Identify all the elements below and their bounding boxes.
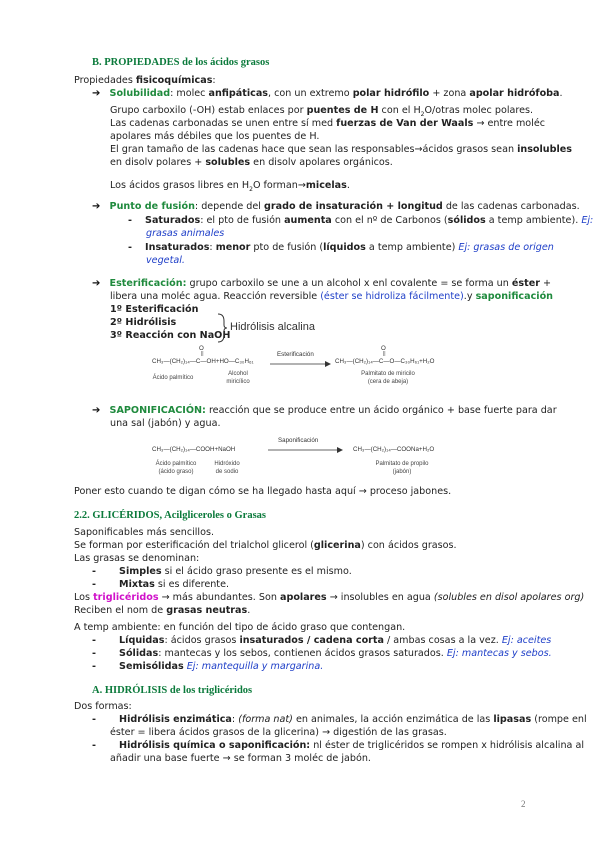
bullet-dash: - (92, 635, 96, 646)
saponificacion-line: ➔ SAPONIFICACIÓN: reacción que se produce entre un ácido orgánico + base fuerte para dar (92, 405, 557, 416)
bullet-dash: - (128, 215, 132, 226)
section-2-2-heading: 2.2. GLICÉRIDOS, Acilgliceroles o Grasas (74, 510, 267, 521)
double-bond-mark: || (383, 351, 386, 357)
label-miricilico: miricílico (226, 379, 250, 385)
trigliceridos-line: Los triglicéridos → más abundantes. Son apolares → insolubles en agua (solubles en disol apolares org) (74, 592, 585, 603)
page-number: 2 (521, 799, 526, 809)
simples-item: - Simples si el ácido graso presente es el mismo. (92, 566, 352, 577)
label-alcohol: Alcohol (228, 371, 248, 377)
arrow-right-icon: ➔ (92, 405, 101, 416)
bullet-dash: - (128, 242, 132, 253)
solubilidad-disolventes: en disolv polares + solubles en disolv apolares orgánicos. (110, 157, 393, 168)
label-palmitato-propilo: Palmitato de propilo (375, 461, 429, 467)
label-acido-graso: (ácido graso) (158, 469, 194, 475)
step-hidrolisis: 2º Hidrólisis (110, 317, 177, 328)
saturados-item: - Saturados: el pto de fusión aumenta con el nº de Carbonos (sólidos a temp ambiente). Ej: (128, 215, 594, 226)
saponification-products: CH₃—(CH₂)₁₄—COONa+H₂O (353, 446, 435, 453)
brace-icon (216, 313, 228, 343)
esterificacion-reversible: libera una moléc agua. Reacción reversible (éster se hidroliza fácilmente).y saponificación (110, 291, 553, 302)
bullet-dash: - (92, 740, 96, 751)
liquidas-item: - Líquidas: ácidos grasos insaturados / cadena corta / ambas cosas a la vez. Ej: aceites (92, 635, 552, 646)
solubilidad-puentes-h: Grupo carboxilo (-OH) estab enlaces por puentes de H con el $H_2O$/otras molec polares. (110, 105, 534, 118)
hidrolisis-quimica-cont: añadir una base fuerte → se forman 3 moléc de jabón. (110, 753, 371, 764)
label-acido-palmitico: Ácido palmítico (155, 461, 197, 467)
section-a-heading: A. HIDRÓLISIS de los triglicéridos (92, 685, 253, 696)
grasas-denominan: Las grasas se denominan: (74, 553, 200, 564)
glicaridos-saponificables: Saponificables más sencillos. (74, 527, 215, 538)
esterification-reactants: CH₃—(CH₂)₁₄—C—OH+HO—C₃₀H₆₁ (152, 358, 254, 365)
label-jabon: (jabón) (392, 469, 412, 475)
bullet-dash: - (92, 566, 96, 577)
hidrolisis-enzimatica-cont: éster = libera ácidos grasos de la glicerina) → digestión de las grasas. (110, 727, 447, 738)
esterification-arrow-label: Esterificación (277, 351, 314, 358)
reaction-arrow-icon (270, 360, 332, 368)
solubilidad-line: ➔ Solubilidad: molec anfipáticas, con un extremo polar hidrófilo + zona apolar hidrófoba. (92, 88, 563, 99)
temp-ambiente-line: A temp ambiente: en función del tipo de ácido graso que contengan. (74, 622, 406, 633)
double-bond-mark: || (201, 351, 204, 357)
bullet-dash: - (92, 579, 96, 590)
insaturados-example: vegetal. (146, 255, 185, 266)
solidas-item: - Sólidas: mantecas y los sebos, contienen ácidos grasos saturados. Ej: mantecas y sebos. (92, 648, 552, 659)
semisolidas-item: - Semisólidas Ej: mantequilla y margarina. (92, 661, 324, 672)
arrow-right-icon: ➔ (92, 201, 101, 212)
arrow-right-icon: ➔ (92, 278, 101, 289)
esterificacion-line: ➔ Esterificación: grupo carboxilo se une a un alcohol x enl covalente = se forma un éster + (92, 278, 552, 289)
hidrolisis-enzimatica-item: - Hidrólisis enzimática: (forma nat) en animales, la acción enzimática de las lipasas (rompe enl (92, 714, 587, 725)
punto-fusion-line: ➔ Punto de fusión: depende del grado de insaturación + longitud de las cadenas carbonadas. (92, 201, 580, 212)
label-acido-palmitico: Ácido palmítico (152, 375, 194, 381)
reaction-arrow-icon (268, 446, 344, 454)
bullet-dash: - (92, 714, 96, 725)
label-sodio: de sodio (215, 469, 239, 475)
label-palmitato-miricilo: Palmitato de miricilo (361, 371, 415, 377)
mixtas-item: - Mixtas si es diferente. (92, 579, 230, 590)
saponificacion-sal: una sal (jabón) y agua. (110, 418, 221, 429)
label-cera-abeja: (cera de abeja) (367, 379, 409, 385)
esterification-products: CH₃—(CH₂)₁₄—C—O—C₃₀H₆₁+H₂O (335, 358, 435, 365)
glicaridos-formacion: Se forman por esterificación del trialchol glicerol (glicerina) con ácidos grasos. (74, 540, 457, 551)
solubilidad-van-der-waals: Las cadenas carbonadas se unen entre sí med fuerzas de Van der Waals → entre moléc (110, 118, 546, 129)
hidrolisis-quimica-item: - Hidrólisis química o saponificación: nl éster de triglicéridos se rompen x hidrólisis alcalina al (92, 740, 584, 751)
grasas-neutras-line: Reciben el nom de grasas neutras. (74, 605, 251, 616)
solubilidad-micelas: Los ácidos grasos libres en $H_2O$ forman→micelas. (110, 180, 350, 193)
hidrolisis-alcalina-label: Hidrólisis alcalina (230, 321, 315, 333)
saturados-example: grasas animales (146, 228, 225, 239)
solubilidad-tamano: El gran tamaño de las cadenas hace que sean las responsables→ácidos grasos sean insolubles (110, 144, 573, 155)
step-esterificacion: 1º Esterificación (110, 304, 199, 315)
product-carbonyl-oxygen: O (381, 345, 386, 352)
insaturados-item: - Insaturados: menor pto de fusión (líquidos a temp ambiente) Ej: grasas de origen (128, 242, 554, 253)
saponification-arrow-label: Saponificación (278, 437, 319, 444)
solubilidad-apolares: apolares más débiles que los puentes de H. (110, 131, 320, 142)
step-naoh: 3º Reacción con NaOH (110, 330, 231, 341)
dos-formas: Dos formas: (74, 701, 132, 712)
bullet-dash: - (92, 661, 96, 672)
section-b-heading: B. PROPIEDADES de los ácidos grasos (92, 57, 270, 68)
properties-intro: Propiedades fisicoquímicas: (74, 75, 216, 86)
bullet-dash: - (92, 648, 96, 659)
arrow-right-icon: ➔ (92, 88, 101, 99)
reactant-carbonyl-oxygen: O (199, 345, 204, 352)
saponification-reactants: CH₃—(CH₂)₁₄—COOH+NaOH (152, 446, 236, 453)
label-hidroxido: Hidróxido (214, 461, 240, 467)
note-proceso-jabones: Poner esto cuando te digan cómo se ha llegado hasta aquí → proceso jabones. (74, 486, 452, 497)
